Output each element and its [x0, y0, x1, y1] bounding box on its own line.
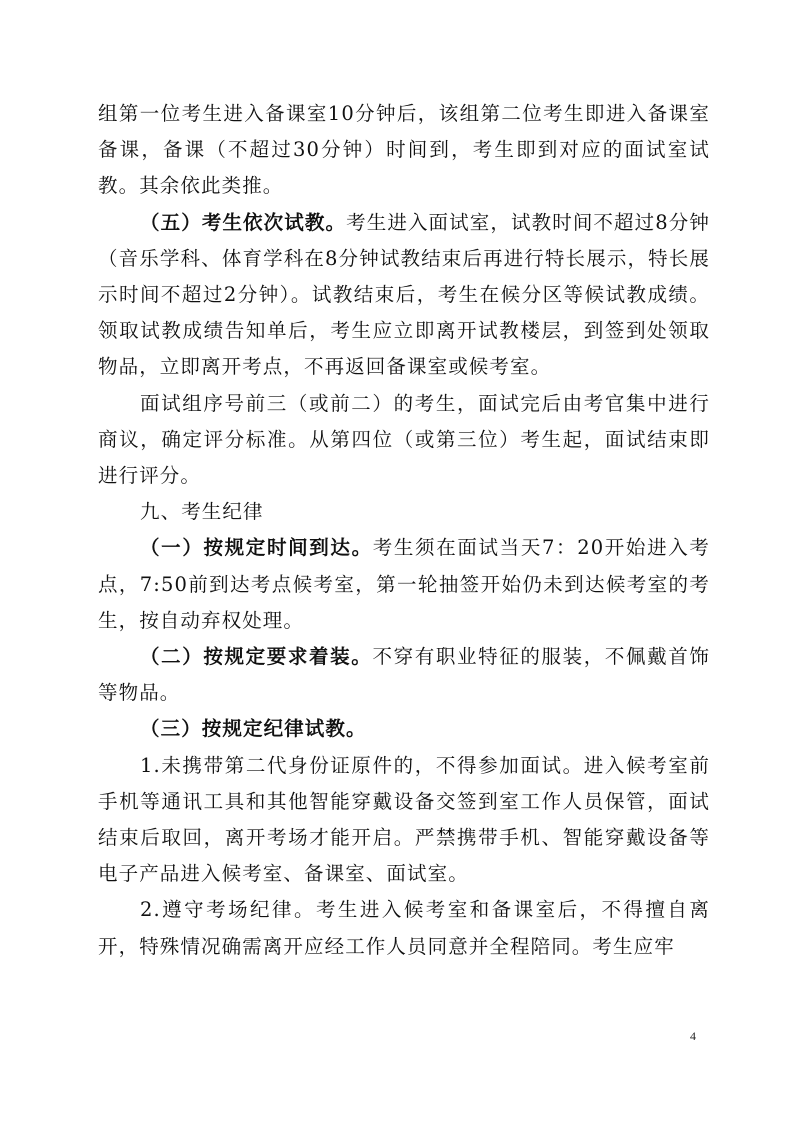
page-number: 4: [690, 1029, 696, 1043]
paragraph-dress-code: [98, 639, 710, 711]
paragraph-heading: （一）按规定时间到达。: [140, 536, 373, 560]
section-heading-discipline: [98, 494, 710, 530]
paragraph-text: 2.遵守考场纪律。考生进入候考室和备课室后，不得擅自离开，特殊情况确需离开应经工作人员同意并全程陪同。考生应牢: [98, 898, 710, 958]
paragraph-scoring: [98, 386, 710, 495]
paragraph-text: 1.未携带第二代身份证原件的，不得参加面试。进入候考室前手机等通讯工具和其他智能穿戴设备交签到室工作人员保管，面试结束后取回，离开考场才能开启。严禁携带手机、智能穿戴设备等电子产品进入候考室、备课室、面试室。: [98, 753, 710, 886]
paragraph-text: 考生进入面试室，试教时间不超过8分钟（音乐学科、体育学科在8分钟试教结束后再进行特长展示，特长展示时间不超过2分钟）。试教结束后，考生在候分区等候试教成绩。领取试教成绩告知单后，考生应立即离开试教楼层，到签到处领取物品，立即离开考点，不再返回备课室或候考室。: [98, 210, 710, 379]
paragraph-text: 考生须在面试当天7：20开始进入考点，7:50前到达考点候考室，第一轮抽签开始仍未到达候考室的考生，按自动弃权处理。: [98, 536, 711, 632]
paragraph-text: 组第一位考生进入备课室10分钟后，该组第二位考生即进入备课室备课，备课（不超过30分钟）时间到，考生即到对应的面试室试教。其余依此类推。: [98, 102, 710, 198]
paragraph-text: 不穿有职业特征的服装，不佩戴首饰等物品。: [98, 645, 710, 705]
paragraph-rule-one: [98, 748, 710, 893]
paragraph-continuation: [98, 96, 710, 205]
paragraph-heading: （三）按规定纪律试教。: [140, 717, 367, 741]
paragraph-step-five: [98, 205, 710, 386]
paragraph-arrival-time: [98, 530, 710, 639]
paragraph-text: 面试组序号前三（或前二）的考生，面试完后由考官集中进行商议，确定评分标准。从第四位（或第三位）考生起，面试结束即进行评分。: [98, 391, 710, 488]
section-heading-text: 九、考生纪律: [140, 500, 264, 524]
paragraph-rule-two: [98, 892, 710, 964]
paragraph-heading: （二）按规定要求着装。: [140, 645, 373, 669]
paragraph-discipline-heading: [98, 711, 710, 747]
document-body: [98, 96, 710, 965]
paragraph-heading: （五）考生依次试教。: [140, 210, 347, 234]
